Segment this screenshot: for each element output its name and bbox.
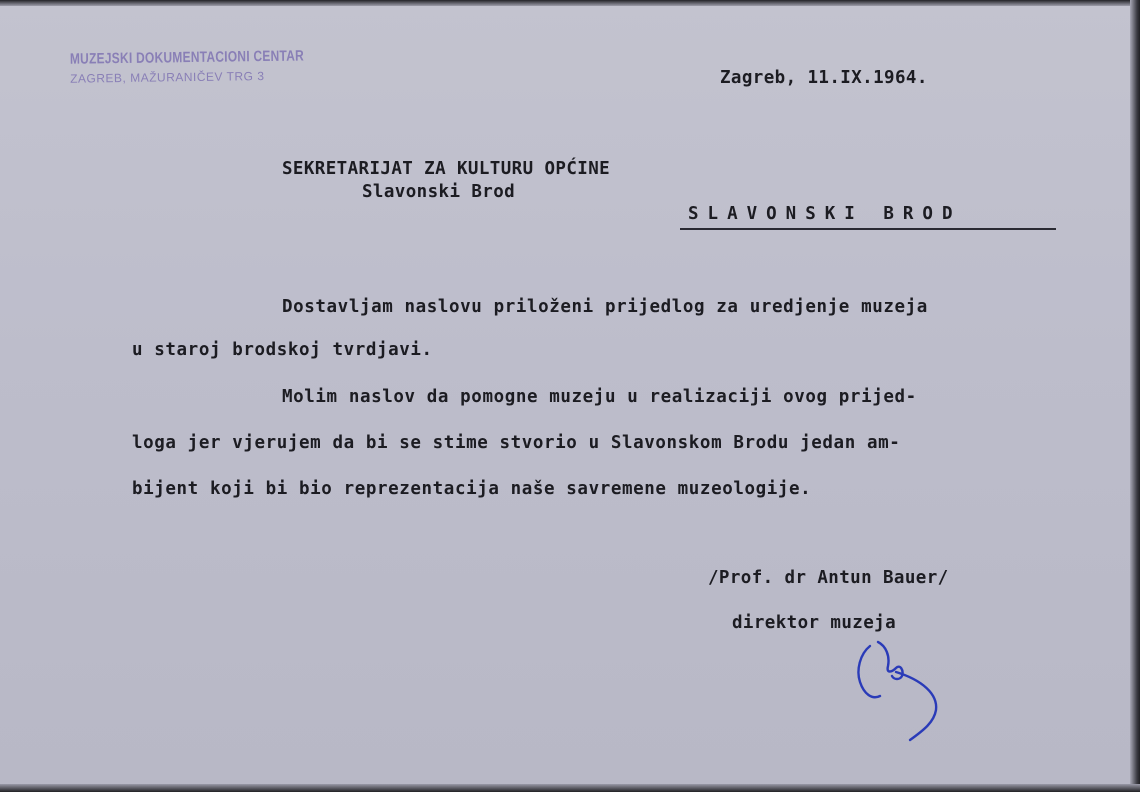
recipient-town: Slavonski Brod <box>362 182 516 202</box>
page-right-edge-shadow <box>1130 0 1140 792</box>
body-paragraph-1-line-1: Dostavljam naslovu priloženi prijedlog za uredjenje muzeja <box>282 297 928 317</box>
page-top-edge-shadow <box>0 0 1140 6</box>
handwritten-signature <box>852 622 952 746</box>
recipient-city: SLAVONSKI BROD <box>688 204 962 224</box>
signatory-name: /Prof. dr Antun Bauer/ <box>708 568 949 588</box>
page-bottom-edge-shadow <box>0 784 1140 792</box>
institution-stamp <box>70 46 321 87</box>
recipient-office: SEKRETARIJAT ZA KULTURU OPĆINE <box>282 159 611 179</box>
stamp-address: ZAGREB, MAŽURANIČEV TRG 3 <box>70 69 265 86</box>
letter-date: Zagreb, 11.IX.1964. <box>720 68 928 88</box>
stamp-institution-name: MUZEJSKI DOKUMENTACIONI CENTAR <box>69 47 305 68</box>
body-paragraph-2-line-1: Molim naslov da pomogne muzeju u realizaciji ovog prijed- <box>282 387 917 407</box>
body-paragraph-2-line-3: bijent koji bi bio reprezentacija naše savremene muzeologije. <box>132 479 812 499</box>
signatory-title: direktor muzeja <box>732 613 897 633</box>
body-paragraph-1-line-2: u staroj brodskoj tvrdjavi. <box>132 340 433 360</box>
body-paragraph-2-line-2: loga jer vjerujem da bi se stime stvorio u Slavonskom Brodu jedan am- <box>132 433 901 453</box>
recipient-city-underline <box>680 228 1056 230</box>
